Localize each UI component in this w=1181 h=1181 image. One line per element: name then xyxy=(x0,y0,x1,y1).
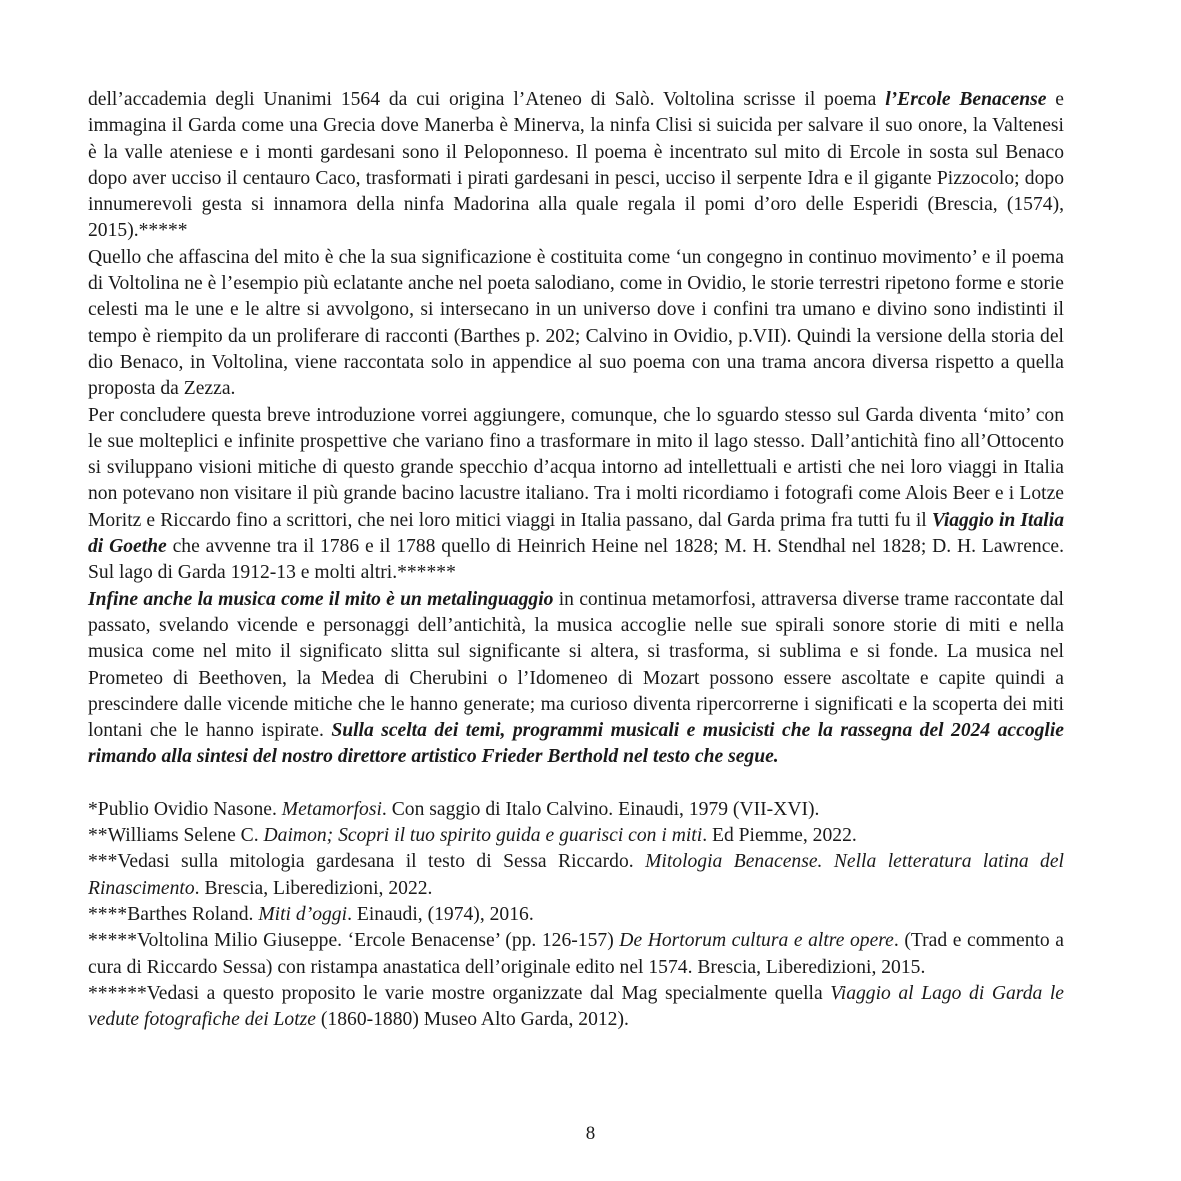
footnote-text: . Brescia, Liberedizioni, 2022. xyxy=(194,877,433,899)
paragraph-mito xyxy=(88,245,1064,403)
poem-title: l’Ercole Benacense xyxy=(885,89,1047,110)
paragraph-text: e immagina il Garda come una Grecia dove Manerba è Minerva, la ninfa Clisi si suicida per salvare il suo onore, la Valtenesi è la valle ateniese e i monti gardesani sono il Peloponneso. Il poema è incentrato sul mito di Ercole in sosta sul Benaco dopo aver ucciso il centauro Caco, trasformati i pirati gardesani in pesci, ucciso il serpente Idra e il gigante Pizzocolo; dopo innumerevoli gesta si innamora della ninfa Madorina alla quale regala il pomi d’oro delle Esperidi (Brescia, (1574), 2015).***** xyxy=(88,89,1064,242)
footnotes xyxy=(88,797,1064,1034)
book-title: Viaggio in Italia di Goethe xyxy=(88,509,1064,558)
paragraph-text: Per concludere questa breve introduzione vorrei aggiungere, comunque, che lo sguardo stesso sul Garda diventa ‘mito’ con le sue molteplici e infinite prospettive che variano fino a trasformare in mito il lago stesso. Dall’antichità fino all’Ottocento si sviluppano visioni mitiche di questo grande specchio d’acqua intorno ad intellettuali e artisti che nei loro viaggi in Italia non potevano non visitare il più grande bacino lacustre italiano. Tra i molti ricordiamo i fotografi come Alois Beer e i Lotze Moritz e Riccardo fino a scrittori, che nei loro mitici viaggi in Italia passano, dal Garda prima fra tutti fu il xyxy=(88,404,1064,531)
footnote-title: Viaggio al Lago di Garda le vedute fotografiche dei Lotze xyxy=(88,982,1064,1031)
footnote-text: ****Barthes Roland. xyxy=(88,903,259,925)
paragraph-conclusione xyxy=(88,403,1064,587)
footnote-title: Miti d’oggi xyxy=(258,903,348,925)
footnote-text: *****Voltolina Milio Giuseppe. ‘Ercole Benacense’ (pp. 126-157) xyxy=(88,930,620,952)
footnote-text: . Con saggio di Italo Calvino. Einaudi, 1979 (VII-XVI). xyxy=(381,798,820,820)
footnote xyxy=(88,849,1064,902)
paragraph-ercole xyxy=(88,87,1064,245)
paragraph-musica xyxy=(88,587,1064,771)
body-text xyxy=(88,87,1064,771)
emphasis-text: Sulla scelta dei temi, programmi musicali e musicisti che la rassegna del 2024 accoglie rimando alla sintesi del nostro direttore artistico Frieder Berthold nel testo che segue. xyxy=(88,720,1064,768)
footnote-text: . (Trad e commento a cura di Riccardo Sessa) con ristampa anastatica dell’originale edito nel 1574. Brescia, Liberedizioni, 2015. xyxy=(88,930,1064,978)
emphasis-text: Infine anche la musica come il mito è un metalinguaggio xyxy=(88,588,554,610)
paragraph-text: in continua metamorfosi, attraversa diverse trame raccontate dal passato, svelando vicende e personaggi dell’antichità, la musica accoglie nelle sue spirali sonore storie di miti e nella musica come nel mito il significato slitta sul significante si altera, si trasforma, si sublima e si fonde. La musica nel Prometeo di Beethoven, la Medea di Cherubini o l’Idomeneo di Mozart possono essere ascoltate e capite quindi a prescindere dalle vicende mitiche che le hanno generate; ma curioso diventa ripercorrerne i significati e la scoperta dei miti lontani che le hanno ispirate. xyxy=(88,588,1064,742)
footnote xyxy=(88,928,1064,981)
footnote-text: (1860-1880) Museo Alto Garda, 2012). xyxy=(316,1009,629,1031)
footnote-title: De Hortorum cultura e altre opere xyxy=(619,930,894,952)
footnote-text: *Publio Ovidio Nasone. xyxy=(88,798,282,820)
footnote-text: ***Vedasi sulla mitologia gardesana il testo di Sessa Riccardo. xyxy=(88,851,646,873)
footnote xyxy=(88,823,1064,849)
footnote-text: . Einaudi, (1974), 2016. xyxy=(347,903,534,925)
footnote xyxy=(88,981,1064,1034)
footnote-title: Daimon; Scopri il tuo spirito guida e guarisci con i miti xyxy=(263,825,703,847)
paragraph-text: Quello che affascina del mito è che la sua significazione è costituita come ‘un congegno in continuo movimento’ e il poema di Voltolina ne è l’esempio più eclatante anche nel poeta salodiano, come in Ovidio, le storie terrestri ripetono forme e storie celesti ma le une e le altre si avvolgono, si intersecano in un universo dove i confini tra umano e divino sono indistinti il tempo è riempito da un proliferare di racconti (Barthes p. 202; Calvino in Ovidio, p.VII). Quindi la versione della storia del dio Benaco, in Voltolina, viene raccontata solo in appendice al suo poema con una trama ancora diversa rispetto a quella proposta da Zezza. xyxy=(88,246,1064,400)
footnote-text: ******Vedasi a questo proposito le varie mostre organizzate dal Mag specialmente quella xyxy=(88,982,831,1004)
page-number: 8 xyxy=(585,1123,596,1144)
footnote-text: . Ed Piemme, 2022. xyxy=(702,825,857,847)
footnote-title: Metamorfosi xyxy=(281,798,382,820)
footnote xyxy=(88,902,1064,928)
footnote-text: **Williams Selene C. xyxy=(88,825,264,847)
paragraph-text: dell’accademia degli Unanimi 1564 da cui origina l’Ateneo di Salò. Voltolina scrisse il poema xyxy=(88,89,886,110)
paragraph-text: che avvenne tra il 1786 e il 1788 quello di Heinrich Heine nel 1828; M. H. Stendhal nel 1828; D. H. Lawrence. Sul lago di Garda 1912-13 e molti altri.****** xyxy=(88,536,1064,584)
footnote xyxy=(88,797,1064,823)
page-content xyxy=(88,87,1064,1033)
footnote-title: Mitologia Benacense. Nella letteratura latina del Rinascimento xyxy=(88,851,1064,899)
